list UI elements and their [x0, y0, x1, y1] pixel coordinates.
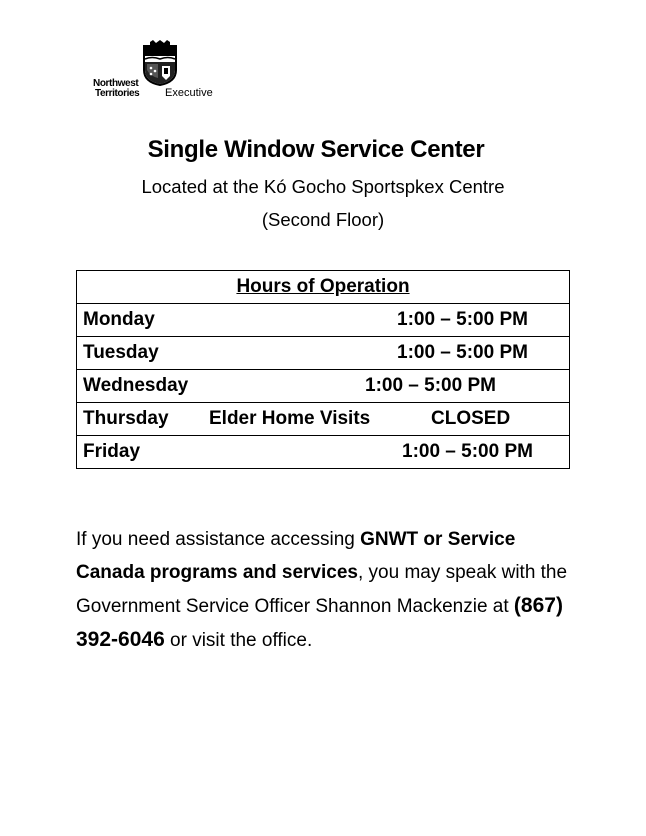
floor-line: (Second Floor)	[261, 209, 385, 230]
table-row	[77, 370, 570, 403]
table-cell	[77, 304, 570, 337]
hours-header: Hours of Operation	[77, 271, 570, 304]
hours-value: 1:00 – 5:00 PM	[397, 309, 528, 330]
table-row	[77, 403, 570, 436]
day-label: Friday	[83, 441, 141, 462]
nwt-executive-logo	[92, 40, 232, 100]
elder-visits-note: Elder Home Visits	[209, 408, 371, 429]
hours-header-row	[77, 271, 570, 304]
table-cell	[77, 436, 570, 469]
logo-line-executive: Executive	[165, 87, 213, 99]
nwt-coat-of-arms-icon	[142, 40, 178, 86]
table-cell	[77, 337, 570, 370]
table-cell	[77, 403, 570, 436]
assistance-paragraph	[76, 523, 576, 657]
day-label: Thursday	[83, 408, 169, 429]
info-programs: GNWT or Service Canada programs and services	[76, 529, 516, 583]
info-text-1: If you need assistance accessing	[76, 529, 361, 550]
info-text-2: , you may speak with the Government Service Officer Shannon Mackenzie at	[76, 562, 568, 617]
day-label: Monday	[83, 309, 155, 330]
hours-value: 1:00 – 5:00 PM	[402, 441, 533, 462]
hours-value: 1:00 – 5:00 PM	[365, 375, 496, 396]
table-cell	[77, 370, 570, 403]
day-label: Tuesday	[83, 342, 159, 363]
hours-table	[76, 270, 570, 469]
logo-line-territories: Territories	[95, 88, 140, 99]
table-row	[77, 337, 570, 370]
logo-line-northwest: Northwest	[93, 78, 139, 89]
hours-value: CLOSED	[431, 408, 511, 429]
phone-number: (867) 392-6046	[76, 594, 563, 651]
table-row	[77, 304, 570, 337]
table-row	[77, 436, 570, 469]
day-label: Wednesday	[83, 375, 189, 396]
location-line: Located at the Kó Gocho Sportspkex Centre	[141, 176, 505, 197]
page-title: Single Window Service Center	[147, 136, 485, 163]
info-text-3: or visit the office.	[164, 630, 313, 651]
hours-value: 1:00 – 5:00 PM	[397, 342, 528, 363]
